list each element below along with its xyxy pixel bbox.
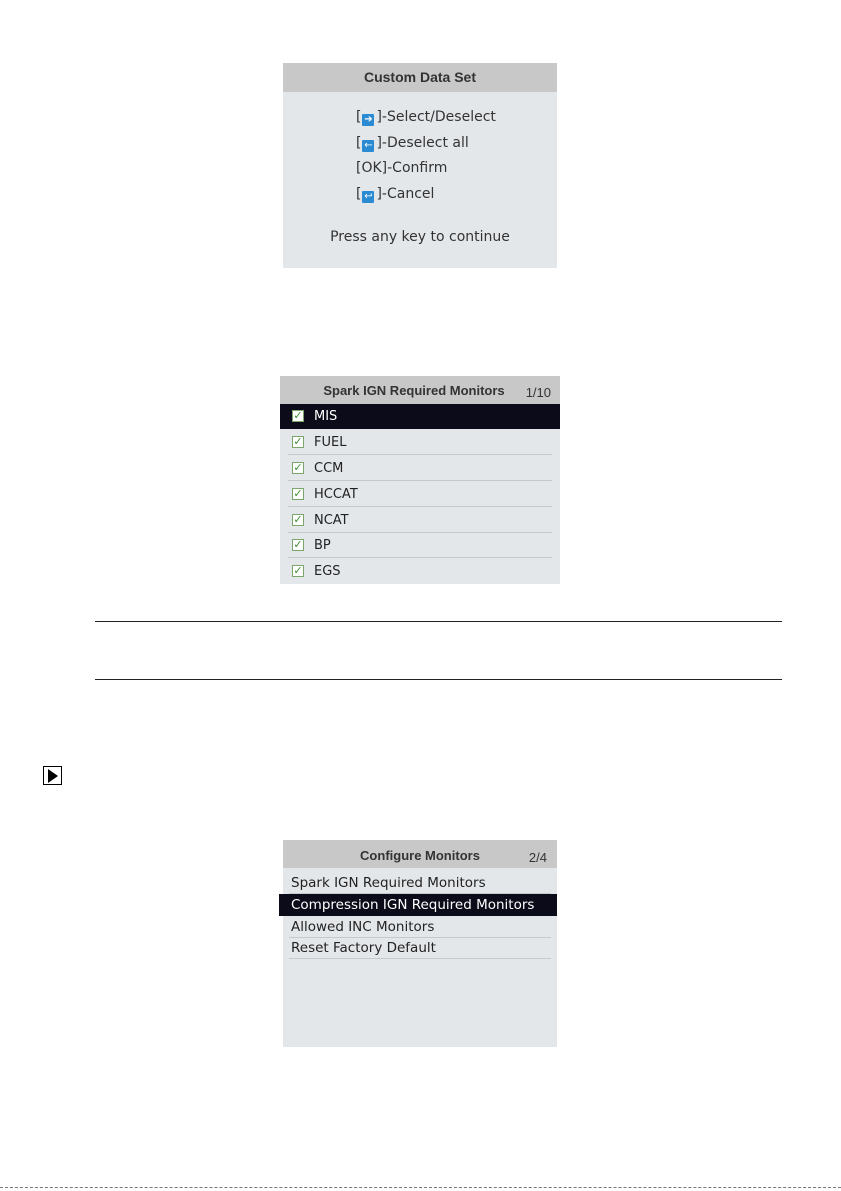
- arrow-left-icon: ←: [364, 140, 373, 151]
- monitor-row-ncat[interactable]: ✓ NCAT: [288, 508, 552, 533]
- note-top-rule: [95, 621, 782, 622]
- dialog-title: Custom Data Set: [363, 69, 477, 85]
- help-line-deselect-all: [ ← ]-Deselect all: [356, 135, 469, 151]
- menu-item-compression-ign[interactable]: Compression IGN Required Monitors: [279, 894, 557, 916]
- monitor-row-mis[interactable]: ✓ MIS: [280, 404, 560, 429]
- monitor-row-fuel[interactable]: ✓ FUEL: [288, 430, 552, 455]
- arrow-right-icon: ➔: [364, 114, 373, 125]
- menu-item-spark-ign[interactable]: Spark IGN Required Monitors: [289, 872, 551, 894]
- custom-data-set-dialog: [283, 63, 557, 268]
- menu-title: Configure Monitors: [360, 848, 480, 863]
- help-line-cancel: [ ↩ ]-Cancel: [356, 186, 435, 202]
- checkbox-checked-icon[interactable]: ✓: [293, 564, 303, 577]
- step-arrow-icon: [43, 766, 62, 785]
- checkbox-checked-icon[interactable]: ✓: [293, 435, 303, 448]
- checkbox-checked-icon[interactable]: ✓: [293, 513, 303, 526]
- monitor-row-hccat[interactable]: ✓ HCCAT: [288, 482, 552, 507]
- list-title: Spark IGN Required Monitors: [323, 383, 505, 398]
- menu-item-allowed-inc[interactable]: Allowed INC Monitors: [289, 916, 551, 938]
- monitor-row-egs[interactable]: ✓ EGS: [293, 564, 341, 579]
- checkbox-checked-icon[interactable]: ✓: [293, 487, 303, 500]
- configure-monitors-menu: [283, 840, 557, 1047]
- note-bottom-rule: [95, 679, 782, 680]
- help-line-select: [ ➔ ]-Select/Deselect: [356, 109, 496, 125]
- help-line-confirm: [OK]-Confirm: [356, 160, 448, 176]
- menu-header: [283, 840, 557, 868]
- checkbox-checked-icon[interactable]: ✓: [293, 409, 303, 422]
- page-indicator: 1/10: [525, 385, 551, 400]
- monitor-row-ccm[interactable]: ✓ CCM: [288, 456, 552, 481]
- dialog-header: [283, 63, 557, 92]
- dialog-footer-hint: Press any key to continue: [330, 229, 510, 245]
- checkbox-checked-icon[interactable]: ✓: [293, 461, 303, 474]
- checkbox-checked-icon[interactable]: ✓: [293, 538, 303, 551]
- page-edge-rule: [0, 1187, 841, 1188]
- menu-item-reset-factory-default[interactable]: Reset Factory Default: [289, 937, 551, 959]
- spark-ign-monitor-list: [280, 376, 560, 584]
- page-indicator: 2/4: [528, 850, 547, 865]
- monitor-row-bp[interactable]: ✓ BP: [288, 533, 552, 558]
- back-arrow-icon: ↩: [364, 191, 373, 202]
- list-header: [280, 376, 560, 404]
